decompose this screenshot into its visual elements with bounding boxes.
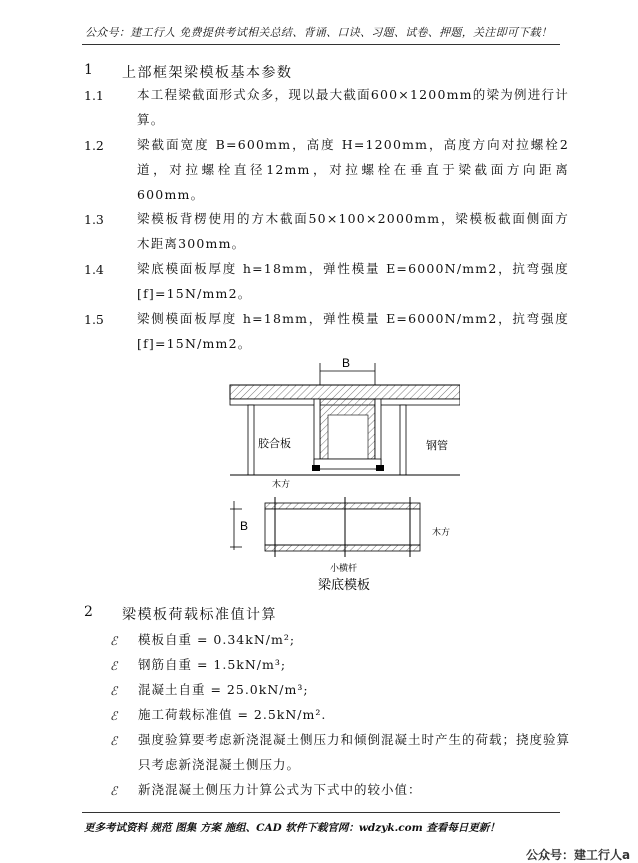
bullet-text: 混凝土自重 = 25.0kN/m³; [138, 682, 309, 697]
bullet-icon: ℰ [110, 784, 118, 798]
item-text: 本工程梁截面形式众多，现以最大截面600×1200mm的梁为例进行计算。 [137, 87, 569, 127]
bullet-icon: ℰ [110, 734, 118, 748]
watermark: 公众号：建工行人a [526, 848, 631, 862]
bullet-icon: ℰ [110, 684, 118, 698]
section-1-number: 1 [84, 62, 95, 78]
figure-caption: 梁底模板 [318, 577, 371, 592]
bullet-text: 新浇混凝土侧压力计算公式为下式中的较小值： [138, 782, 422, 797]
bullet-text: 施工荷载标准值 = 2.5kN/m². [138, 707, 327, 722]
item-number: 1.2 [84, 138, 104, 153]
item-text: 梁模板背楞使用的方木截面50×100×2000mm，梁模板截面侧面方木距离300mm。 [137, 211, 569, 251]
bullet-text: 强度验算要考虑新浇混凝土侧压力和倾倒混凝土时产生的荷载；挠度验算只考虑新浇混凝土侧压力。 [138, 732, 571, 772]
item-text: 梁底模面板厚度 h=18mm，弹性模量 E=6000N/mm2，抗弯强度[f]=15N/mm2。 [137, 261, 569, 301]
section-2-title: 梁模板荷载标准值计算 [122, 607, 277, 623]
header-rule [82, 44, 560, 45]
plywood-label: 胶合板 [258, 438, 291, 450]
page-header: 公众号：建工行人 免费提供考试相关总结、背诵、口诀、习题、试卷、押题，关注即可下载！ [85, 26, 553, 39]
wood-bottom-label: 木方 [272, 479, 291, 489]
steel-pipe-label: 钢管 [426, 440, 448, 452]
item-number: 1.1 [84, 88, 104, 103]
beam-formwork-diagram [220, 355, 460, 595]
section-2-number: 2 [84, 604, 95, 620]
bullet-icon: ℰ [110, 709, 118, 723]
dim-b-top-label: B [342, 356, 351, 370]
bullet-icon: ℰ [110, 634, 118, 648]
item-number: 1.5 [84, 312, 104, 327]
item-number: 1.3 [84, 212, 104, 227]
page-footer: 更多考试资料 规范 图集 方案 施组、CAD 软件下载官网：wdzyk.com 查看每日更新！ [84, 822, 500, 834]
item-text: 梁截面宽度 B=600mm，高度 H=1200mm，高度方向对拉螺栓2道，对拉螺栓直径12mm，对拉螺栓在垂直于梁截面方向距离600mm。 [137, 137, 569, 202]
item-number: 1.4 [84, 262, 104, 277]
wood-right-label: 木方 [432, 527, 451, 537]
small-bar-label: 小横杆 [330, 563, 358, 573]
bullet-text: 钢筋自重 = 1.5kN/m³; [138, 657, 287, 672]
bullet-icon: ℰ [110, 659, 118, 673]
footer-rule [82, 812, 560, 813]
bullet-text: 模板自重 = 0.34kN/m²; [138, 632, 296, 647]
dim-b-side-label: B [240, 519, 249, 533]
item-text: 梁侧模面板厚度 h=18mm，弹性模量 E=6000N/mm2，抗弯强度[f]=15N/mm2。 [137, 311, 569, 351]
section-1-title: 上部框架梁模板基本参数 [122, 65, 293, 81]
